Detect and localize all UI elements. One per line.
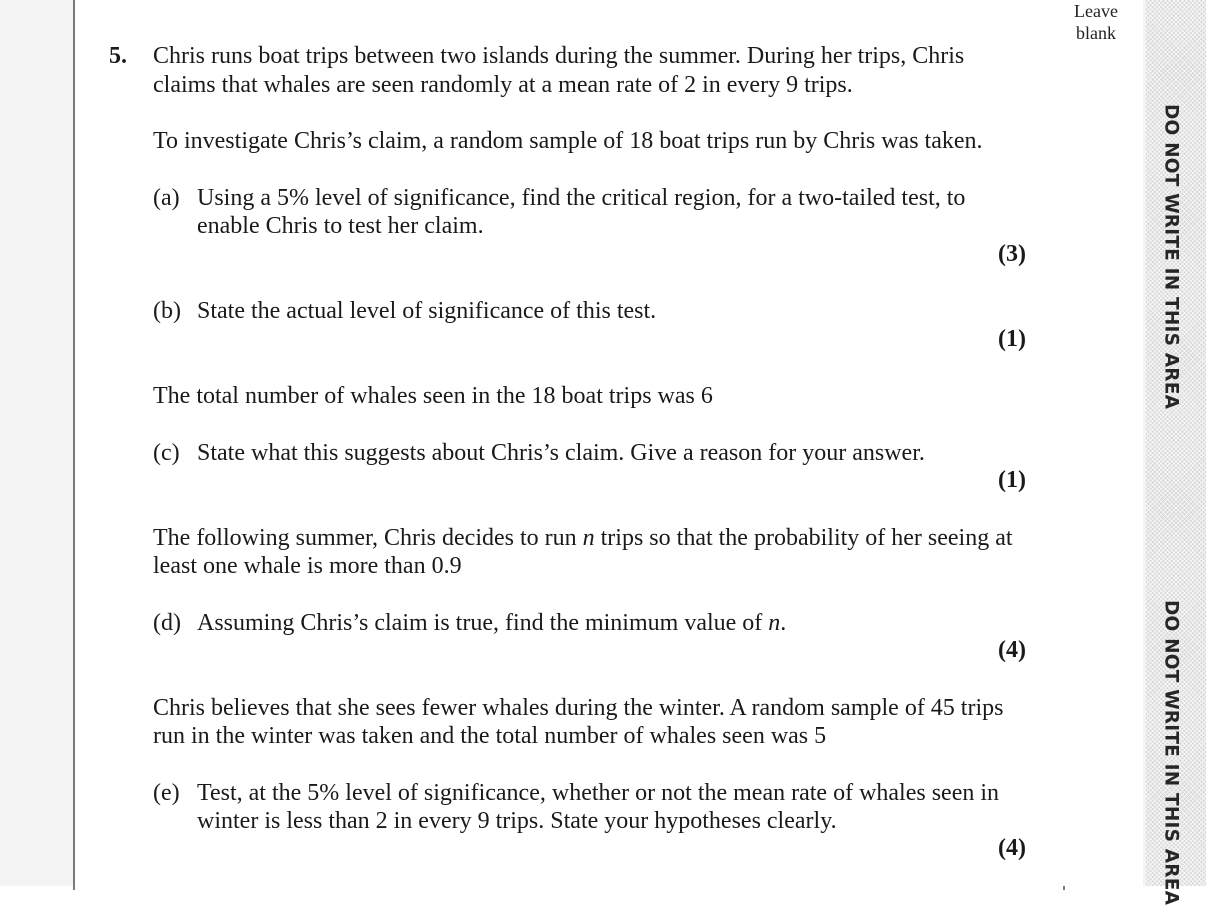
part-a-marks: (3) — [998, 241, 1026, 267]
part-a-line-1: Using a 5% level of significance, find the critical region, for a two-tailed test, to — [197, 185, 966, 211]
part-e-label: (e) — [153, 780, 180, 806]
part-e-line-1: Test, at the 5% level of significance, whether or not the mean rate of whales seen in — [197, 780, 1000, 806]
question-number: 5. — [109, 43, 127, 69]
part-d-line-1: Assuming Chris’s claim is true, find the minimum value of n. — [197, 610, 787, 636]
do-not-write-label-bottom: DO NOT WRITE IN THIS AREA — [1160, 600, 1182, 905]
do-not-write-label-top: DO NOT WRITE IN THIS AREA — [1160, 104, 1182, 410]
part-d-label: (d) — [153, 610, 181, 636]
winter-line-1: Chris believes that she sees fewer whales during the winter. A random sample of 45 trips — [153, 695, 1004, 721]
part-b-line-1: State the actual level of significance of this test. — [197, 298, 657, 324]
part-c-label: (c) — [153, 440, 180, 466]
following-summer-line-2: least one whale is more than 0.9 — [153, 553, 462, 579]
part-b-marks: (1) — [998, 326, 1026, 352]
part-b-label: (b) — [153, 298, 181, 324]
part-c-line-1: State what this suggests about Chris’s claim. Give a reason for your answer. — [197, 440, 925, 466]
part-d-marks: (4) — [998, 637, 1026, 663]
part-a-label: (a) — [153, 185, 180, 211]
leave-blank-label: Leave blank — [1074, 1, 1118, 43]
part-e-marks: (4) — [998, 835, 1026, 861]
part-c-marks: (1) — [998, 467, 1026, 493]
investigate-text: To investigate Chris’s claim, a random sample of 18 boat trips run by Chris was taken. — [153, 128, 983, 154]
part-a-line-2: enable Chris to test her claim. — [197, 213, 484, 239]
intro-line-1: Chris runs boat trips between two islands during the summer. During her trips, Chris — [153, 43, 965, 69]
margin-column — [1063, 0, 1143, 886]
whales-total-text: The total number of whales seen in the 18 boat trips was 6 — [153, 383, 713, 409]
winter-line-2: run in the winter was taken and the total number of whales seen was 5 — [153, 723, 827, 749]
part-e-line-2: winter is less than 2 in every 9 trips. State your hypotheses clearly. — [197, 808, 837, 834]
following-summer-line-1: The following summer, Chris decides to run n trips so that the probability of her seeing at — [153, 525, 1013, 551]
intro-line-2: claims that whales are seen randomly at a mean rate of 2 in every 9 trips. — [153, 72, 853, 98]
